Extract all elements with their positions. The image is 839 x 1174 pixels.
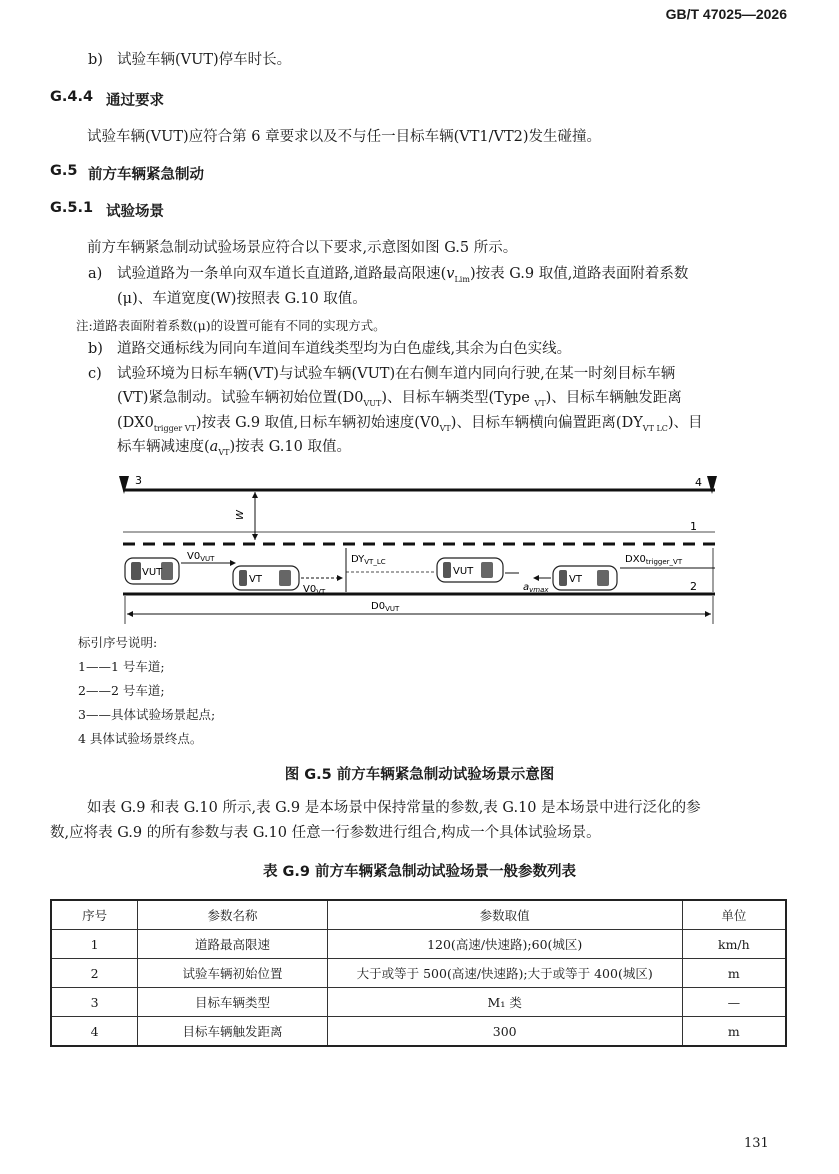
table-cell: M₁ 类 — [327, 988, 682, 1017]
table-cell: 300 — [327, 1017, 682, 1047]
item-a-line1: 试验道路为一条单向双车道长直道路,道路最高限速$(v_{Lim})$按表 G.9 取值,道路表面附着系数 — [117, 266, 689, 284]
vt-label-2: VT — [569, 574, 582, 585]
table-row — [51, 988, 786, 1017]
table-row — [51, 959, 786, 988]
legend-title: 标引序号说明: — [78, 635, 158, 650]
parameter-table — [50, 899, 787, 1047]
marker-3: 3 — [135, 474, 142, 487]
table-cell: 目标车辆触发距离 — [138, 1017, 327, 1047]
table-caption: 表 G.9 前方车辆紧急制动试验场景一般参数列表 — [262, 864, 577, 880]
table-row — [51, 930, 786, 959]
section-g44-text: 试验车辆(VUT)应符合第 6 章要求以及不与任一目标车辆(VT1/VT2)发生碰撞。 — [87, 129, 602, 145]
table-cell: m — [682, 959, 786, 988]
section-g5-title: 前方车辆紧急制动 — [88, 167, 204, 183]
lane-1-label: 1 — [690, 520, 697, 533]
vut-label-1: VUT — [142, 567, 163, 578]
w-label: W — [235, 510, 246, 520]
lane-2-label: 2 — [690, 580, 697, 593]
header-cell: 序号 — [51, 900, 138, 930]
item-a-line2: (μ)、车道宽度(W)按照表 G.10 取值。 — [117, 291, 367, 307]
header-cell: 单位 — [682, 900, 786, 930]
paragraph-line-1: 如表 G.9 和表 G.10 所示,表 G.9 是本场景中保持常量的参数,表 G.10 是本场景中进行泛化的参 — [87, 800, 701, 816]
table-cell: km/h — [682, 930, 786, 959]
scenario-diagram — [115, 468, 725, 628]
dx0-label: $DX0_{trigger\_VT}$ — [625, 554, 683, 566]
marker-4: 4 — [695, 476, 702, 489]
table-cell: m — [682, 1017, 786, 1047]
section-g44-title: 通过要求 — [106, 93, 164, 109]
figure-caption: 图 G.5 前方车辆紧急制动试验场景示意图 — [284, 767, 555, 783]
list-item-b-text: 试验车辆(VUT)停车时长。 — [117, 52, 292, 68]
avt-label: $a_{vmax}$ — [523, 582, 549, 594]
header-cell: 参数名称 — [138, 900, 327, 930]
note: 注:道路表面附着系数(μ)的设置可能有不同的实现方式。 — [76, 318, 386, 333]
page-number: 131 — [744, 1136, 769, 1151]
legend-item-4: 4 具体试验场景终点。 — [78, 731, 203, 746]
table-cell: 目标车辆类型 — [138, 988, 327, 1017]
section-g51-intro: 前方车辆紧急制动试验场景应符合以下要求,示意图如图 G.5 所示。 — [87, 240, 518, 256]
section-g5-number: G.5 — [50, 163, 78, 179]
v0vt-label: $V0_{VT}$ — [303, 584, 326, 596]
item-b-label: b) — [88, 341, 103, 357]
item-c-line1: 试验环境为日标车辆(VT)与试验车辆(VUT)在右侧车道内同向行驶,在某一时刻目标车辆 — [117, 366, 676, 382]
item-c-line4: 标车辆减速度$(a_{VT})$按表 G.10 取值。 — [117, 439, 351, 457]
list-item-b-label: b) — [88, 52, 103, 68]
vut-label-2: VUT — [453, 566, 474, 577]
table-cell: 4 — [51, 1017, 138, 1047]
table-cell: 3 — [51, 988, 138, 1017]
dy-label: $DY_{VT\_LC}$ — [351, 554, 386, 566]
item-c-line3: $(DX0_{trigger VT})$按表 G.9 取值,日标车辆初始速度$(V0_{VT})$、目标车辆横向偏置距离$(DY_{VT LC})$、目 — [117, 415, 703, 433]
standard-number: GB/T 47025—2026 — [665, 6, 787, 22]
header-cell: 参数取值 — [327, 900, 682, 930]
item-c-line2: (VT)紧急制动。试验车辆初始位置$(D0_{VUT})$、目标车辆类型(Type $_{VT}$)、目标车辆触发距离 — [117, 390, 682, 408]
item-c-label: c) — [88, 366, 102, 382]
vt-label-1: VT — [249, 574, 262, 585]
table-cell: 1 — [51, 930, 138, 959]
table-row — [51, 1017, 786, 1047]
table-cell: 2 — [51, 959, 138, 988]
section-g51-title: 试验场景 — [106, 204, 164, 220]
legend-item-1: 1——1 号车道; — [78, 659, 165, 674]
v0vut-label: $V0_{VUT}$ — [187, 551, 215, 563]
table-cell: 试验车辆初始位置 — [138, 959, 327, 988]
section-g44-number: G.4.4 — [50, 89, 94, 105]
paragraph-line-2: 数,应将表 G.9 的所有参数与表 G.10 任意一行参数进行组合,构成一个具体试验场景。 — [50, 825, 601, 841]
legend-item-2: 2——2 号车道; — [78, 683, 165, 698]
table-header-row — [51, 900, 786, 930]
item-b-text: 道路交通标线为同向车道间车道线类型均为白色虚线,其余为白色实线。 — [117, 341, 572, 357]
table-cell: — — [682, 988, 786, 1017]
table-cell: 大于或等于 500(高速/快速路);大于或等于 400(城区) — [327, 959, 682, 988]
item-a-label: a) — [88, 266, 103, 282]
d0-label: $D0_{VUT}$ — [371, 601, 400, 613]
table-cell: 道路最高限速 — [138, 930, 327, 959]
table-cell: 120(高速/快速路);60(城区) — [327, 930, 682, 959]
legend-item-3: 3——具体试验场景起点; — [78, 707, 216, 722]
section-g51-number: G.5.1 — [50, 200, 94, 216]
